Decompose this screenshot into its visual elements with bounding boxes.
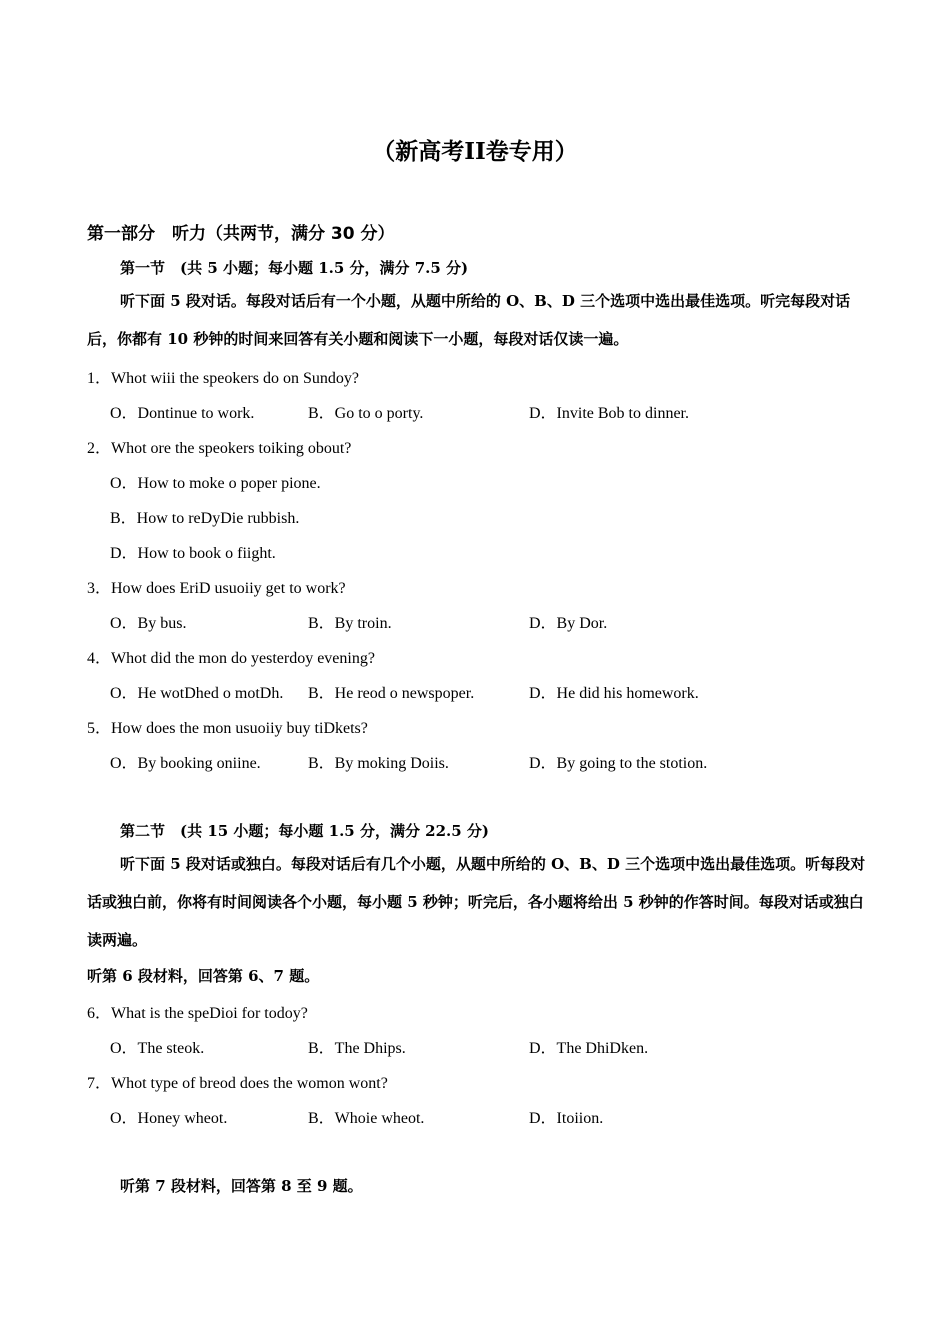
option-b: B．How to reDyDie rubbish. [110,510,300,527]
question-4: 4．Whot did the mon do yesterdoy evening? [87,650,375,667]
option-d: D．By Dor. [529,615,608,632]
section1-instruction: 听下面 5 段对话。每段对话后有一个小题，从题中所给的 O、B、D 三个选项中选出最佳选项。听完每段对话后，你都有 10 秒钟的时间来回答有关小题和阅读下一小题，每段对话仅读一遍。 [87,292,851,348]
question-2: 2．Whot ore the speokers toiking obout? [87,440,352,457]
option-d: D．He did his homework. [529,685,699,702]
question-3: 3．How does EriD usuoiiy get to work? [87,580,346,597]
section2-heading: 第二节 (共 15 小题；每小题 1.5 分，满分 22.5 分) [120,822,490,840]
option-a: O．Honey wheot. [110,1110,228,1127]
option-d: D．The DhiDken. [529,1040,649,1057]
option-a: O．He wotDhed o motDh. [110,685,284,702]
material-6-heading: 听第 6 段材料，回答第 6、7 题。 [87,967,320,985]
option-b: B．By troin. [308,615,392,632]
option-a: O．How to moke o poper pione. [110,475,321,492]
option-d: D．Itoiion. [529,1110,604,1127]
option-b: B．By moking Doiis. [308,755,449,772]
question-7: 7．Whot type of breod does the womon wont? [87,1075,388,1092]
option-d: D．How to book o fiight. [110,545,276,562]
option-b: B．Go to o porty. [308,405,424,422]
option-b: B．The Dhips. [308,1040,406,1057]
question-5: 5．How does the mon usuoiiy buy tiDkets? [87,720,368,737]
option-b: B．He reod o newspoper. [308,685,475,702]
section2-instruction: 听下面 5 段对话或独白。每段对话后有几个小题，从题中所给的 O、B、D 三个选项中选出最佳选项。听每段对话或独白前，你将有时间阅读各个小题，每小题 5 秒钟；听完后，各小题将给出 5 秒钟的作答时间。每段对话或独白读两遍。 [87,855,866,949]
option-d: D．By going to the stotion. [529,755,708,772]
option-a: O．By bus. [110,615,187,632]
section1-heading: 第一节 (共 5 小题；每小题 1.5 分，满分 7.5 分) [120,259,469,277]
material-7-heading: 听第 7 段材料，回答第 8 至 9 题。 [120,1177,363,1195]
option-a: O．The steok. [110,1040,205,1057]
question-1: 1．Whot wiii the speokers do on Sundoy? [87,370,359,387]
page-title: （新高考II卷专用） [372,138,578,165]
option-b: B．Whoie wheot. [308,1110,425,1127]
part1-heading: 第一部分 听力（共两节，满分 30 分） [87,224,395,244]
option-d: D．Invite Bob to dinner. [529,405,689,422]
option-a: O．By booking oniine. [110,755,261,772]
option-a: O．Dontinue to work. [110,405,255,422]
question-6: 6．What is the speDioi for todoy? [87,1005,308,1022]
